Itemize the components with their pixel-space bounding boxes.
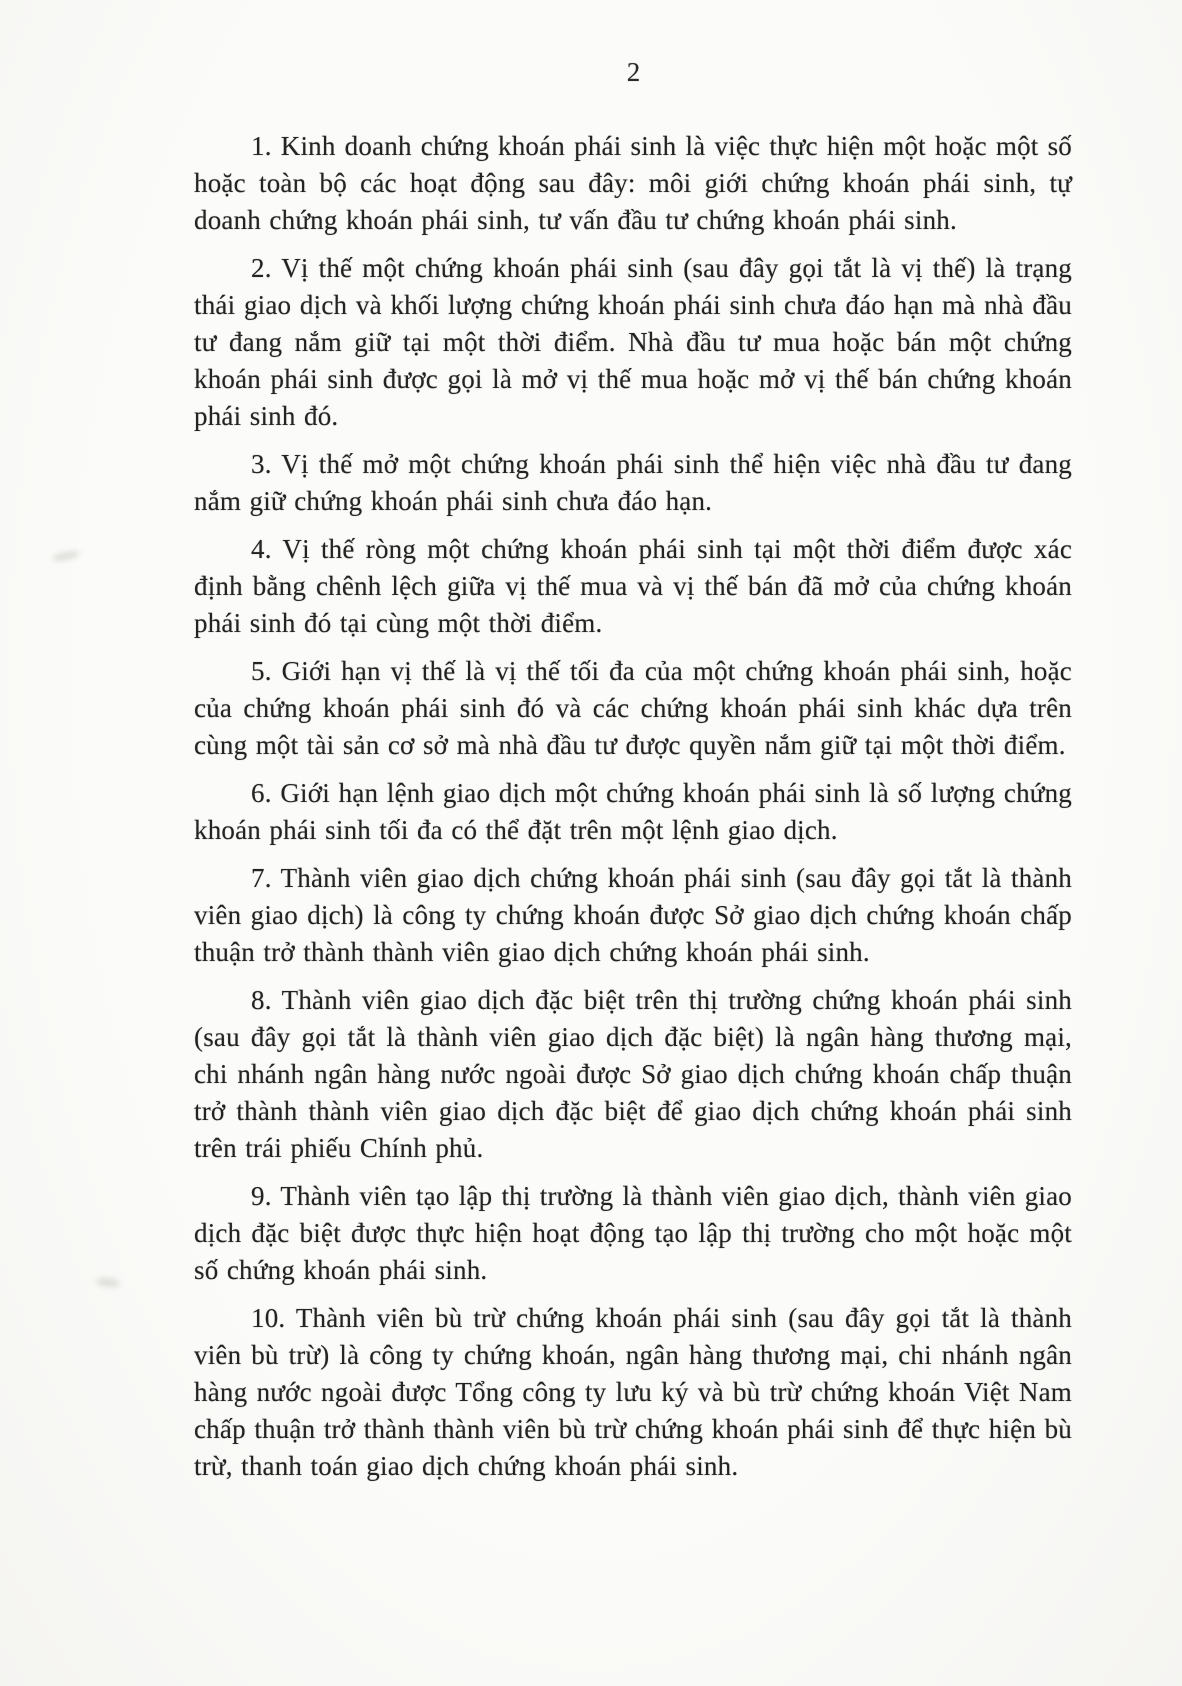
scan-smudge xyxy=(96,1277,121,1288)
paragraph-3: 3. Vị thế mở một chứng khoán phái sinh thể hiện việc nhà đầu tư đang nắm giữ chứng khoán phái sinh chưa đáo hạn. xyxy=(194,449,1072,516)
paragraph-2: 2. Vị thế một chứng khoán phái sinh (sau đây gọi tắt là vị thế) là trạng thái giao dịch và khối lượng chứng khoán phái sinh chưa đáo hạn mà nhà đầu tư đang nắm giữ tại một thời điểm. Nhà đầu tư mua hoặc bán một chứng khoán phái sinh được gọi là mở vị thế mua hoặc mở vị thế bán chứng khoán phái sinh đó. xyxy=(194,253,1072,431)
page-number: 2 xyxy=(626,57,641,87)
paragraph-1: 1. Kinh doanh chứng khoán phái sinh là việc thực hiện một hoặc một số hoặc toàn bộ các hoạt động sau đây: môi giới chứng khoán phái sinh, tự doanh chứng khoán phái sinh, tư vấn đầu tư chứng khoán phái sinh. xyxy=(194,131,1072,235)
paragraph-10: 10. Thành viên bù trừ chứng khoán phái sinh (sau đây gọi tắt là thành viên bù trừ) là công ty chứng khoán, ngân hàng thương mại, chi nhánh ngân hàng nước ngoài được Tổng công ty lưu ký và bù trừ chứng khoán Việt Nam chấp thuận trở thành thành viên bù trừ chứng khoán phái sinh để thực hiện bù trừ, thanh toán giao dịch chứng khoán phái sinh. xyxy=(194,1303,1072,1481)
paragraph-7: 7. Thành viên giao dịch chứng khoán phái sinh (sau đây gọi tắt là thành viên giao dịch) là công ty chứng khoán được Sở giao dịch chứng khoán chấp thuận trở thành thành viên giao dịch chứng khoán phái sinh. xyxy=(194,863,1072,967)
paragraph-4: 4. Vị thế ròng một chứng khoán phái sinh tại một thời điểm được xác định bằng chênh lệch giữa vị thế mua và vị thế bán đã mở của chứng khoán phái sinh đó tại cùng một thời điểm. xyxy=(194,534,1072,638)
paragraph-9: 9. Thành viên tạo lập thị trường là thành viên giao dịch, thành viên giao dịch đặc biệt được thực hiện hoạt động tạo lập thị trường cho một hoặc một số chứng khoán phái sinh. xyxy=(194,1181,1072,1285)
scan-smudge xyxy=(51,549,80,563)
paragraph-8: 8. Thành viên giao dịch đặc biệt trên thị trường chứng khoán phái sinh (sau đây gọi tắt là thành viên giao dịch đặc biệt) là ngân hàng thương mại, chi nhánh ngân hàng nước ngoài được Sở giao dịch chứng khoán chấp thuận trở thành thành viên giao dịch đặc biệt để giao dịch chứng khoán phái sinh trên trái phiếu Chính phủ. xyxy=(194,985,1072,1163)
paragraph-5: 5. Giới hạn vị thế là vị thế tối đa của một chứng khoán phái sinh, hoặc của chứng khoán phái sinh đó và các chứng khoán phái sinh khác dựa trên cùng một tài sản cơ sở mà nhà đầu tư được quyền nắm giữ tại một thời điểm. xyxy=(194,656,1072,760)
paragraph-6: 6. Giới hạn lệnh giao dịch một chứng khoán phái sinh là số lượng chứng khoán phái sinh tối đa có thể đặt trên một lệnh giao dịch. xyxy=(194,778,1072,845)
document-content xyxy=(194,128,1072,1496)
